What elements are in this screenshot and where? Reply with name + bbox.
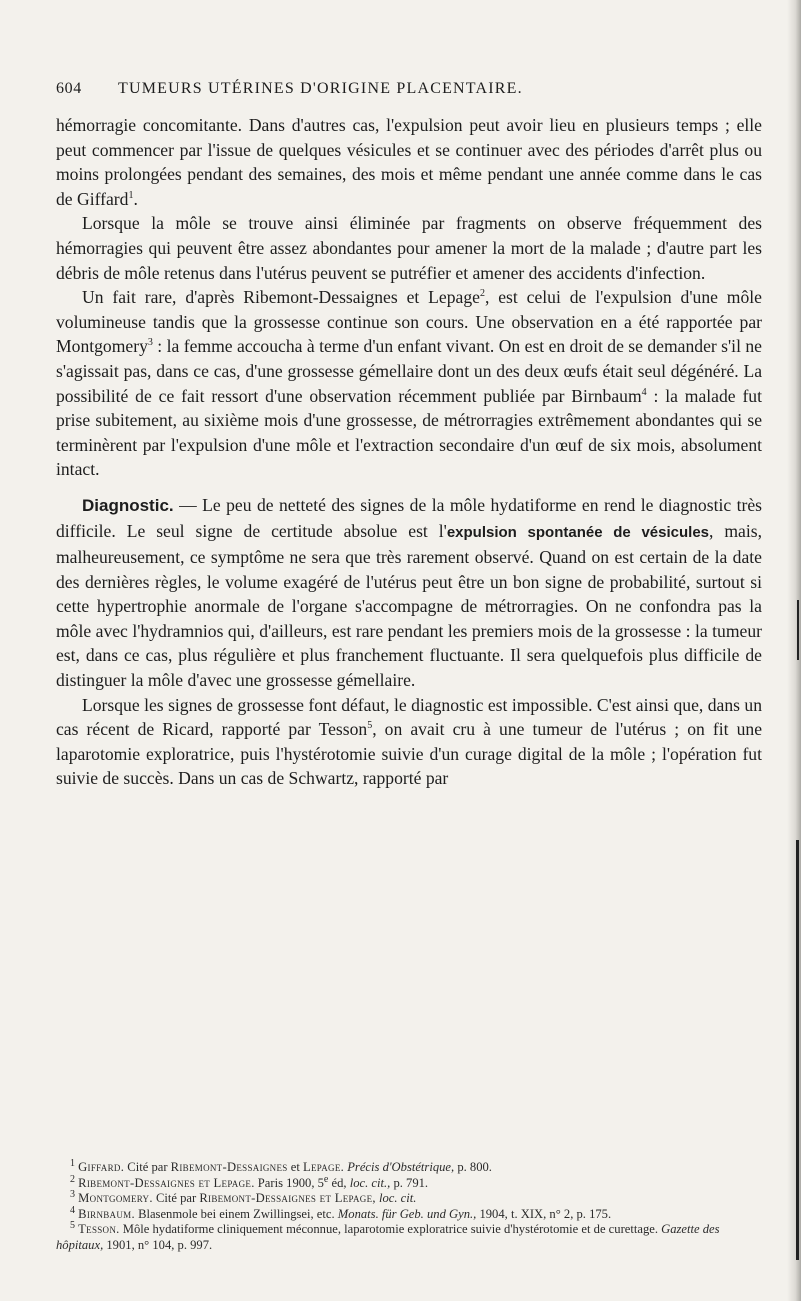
paragraph-3: Un fait rare, d'après Ribemont-Dessaignes et Lepage$^2$, est celui de l'expulsion d'une môle volumineuse tandis que la grossesse continue son cours. Une observation en a été rapportée par Montgomery$^3$ : la femme accoucha à terme d'un enfant vivant. On est en droit de se demander s'il ne s'agissait pas, dans ce cas, d'une grossesse gémellaire dont un des deux œufs était seul dégénéré. La possibilité de ce fait ressort d'une observation récemment publiée par Birnbaum$^4$ : la malade fut prise subitement, au sixième mois d'une grossesse, de métrorragies extrêmement abondantes qui se terminèrent par l'expulsion d'une môle et l'extraction secondaire d'un œuf de six mois, absolument intact. <box>56 287 762 480</box>
footnote: $^2$ Ribemont-Dessaignes et Lepage. Paris 1900, 5e éd, loc. cit., p. 791. <box>70 1173 429 1190</box>
paragraph-diagnostic: Diagnostic. — Le peu de netteté des signes de la môle hydatiforme en rend le diagnostic très difficile. Le seul signe de certitude absolue est l'expulsion spontanée de vésicules, mais, malheureusement, ce symptôme ne sera que très rarement observé. Quand on est certain de la date des dernières règles, le volume exagéré de l'utérus peut être un bon signe de probabilité, surtout si cette hypertrophie anormale de l'organe s'accompagne de métrorragies. On ne confondra pas la môle avec l'hydramnios qui, d'ailleurs, est rare pendant les premiers mois de la grossesse : la tumeur est, dans ce cas, plus régulière et plus franchement fluctuante. Il sera quelquefois plus difficile de distinguer la môle d'avec une grossesse gémellaire. <box>56 494 762 691</box>
footnote-ref: 5 <box>367 720 373 732</box>
body-text <box>56 113 762 791</box>
page-number: 604 <box>56 80 82 97</box>
page-edge-mark <box>796 840 799 1260</box>
page-edge-mark <box>797 600 799 660</box>
footnote: $^5$ Tesson. Môle hydatiforme cliniquement méconnue, laparotomie exploratrice suivie d'hystérotomie et de curettage. Gazette des hôpitaux, 1901, n° 104, p. 997. <box>56 1220 720 1252</box>
footnote: $^3$ Montgomery. Cité par Ribemont-Dessaignes et Lepage, loc. cit. <box>70 1189 417 1206</box>
footnote-ref: 4 <box>641 386 647 398</box>
footnote: $^1$ Giffard. Cité par Ribemont-Dessaignes et Lepage. Précis d'Obstétrique, p. 800. <box>70 1157 492 1174</box>
footnote: $^4$ Birnbaum. Blasenmole bei einem Zwillingsei, etc. Monats. für Geb. und Gyn., 1904, t. XIX, n° 2, p. 175. <box>70 1204 612 1221</box>
footnote-ref: 2 <box>479 288 485 300</box>
paragraph-2: Lorsque la môle se trouve ainsi éliminée par fragments on observe fréquemment des hémorragies qui peuvent être assez abondantes pour amener la mort de la malade ; d'autre part les débris de môle retenus dans l'utérus peuvent se putréfier et amener des accidents d'infection. <box>56 213 762 283</box>
paragraph-1: hémorragie concomitante. Dans d'autres cas, l'expulsion peut avoir lieu en plusieurs temps ; elle peut commencer par l'issue de quelques vésicules et se continuer avec des périodes d'arrêt plus ou moins prolongées pendant des semaines, des mois et même pendant une année comme dans le cas de Giffard$^1$. <box>56 115 762 209</box>
footnote-ref: 1 <box>128 189 134 201</box>
paragraph-5: Lorsque les signes de grossesse font défaut, le diagnostic est impossible. C'est ainsi que, dans un cas récent de Ricard, rapporté par Tesson$^5$, on avait cru à une tumeur de l'utérus ; on fit une laparotomie exploratrice, puis l'hystérotomie suivie d'un curage digital de la môle ; l'opération fut suivie de succès. Dans un cas de Schwartz, rapporté par <box>56 694 762 789</box>
footnotes <box>56 1157 762 1254</box>
running-title: TUMEURS UTÉRINES D'ORIGINE PLACENTAIRE. <box>118 80 523 97</box>
footnote-ref: 3 <box>147 337 153 349</box>
emphasis: expulsion spontanée de vésicules <box>446 523 710 541</box>
section-heading: Diagnostic. <box>82 495 174 515</box>
